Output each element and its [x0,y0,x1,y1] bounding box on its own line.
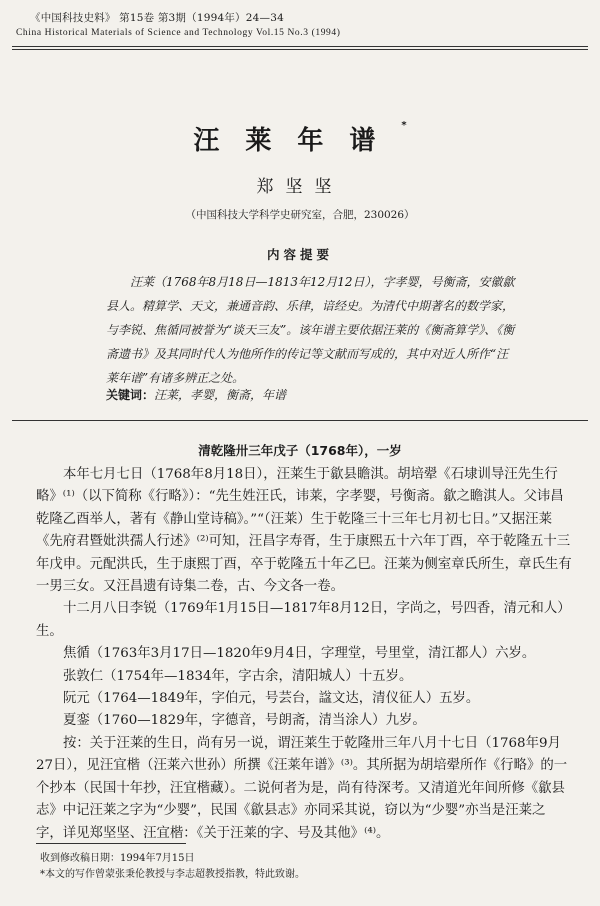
author: 郑坚坚 [256,177,344,197]
paper-title: 汪莱年谱* [193,120,407,156]
header-rule-top [12,46,588,47]
keywords-label: 关键词： [106,388,155,402]
contemporary-entry: 张敦仁（1754年—1834年，字古余，清阳城人）十五岁。 [63,668,413,684]
contemporary-entry: 焦循（1763年3月17日—1820年9月4日，字理堂，号里堂，清江都人）六岁。 [63,646,536,662]
keywords-text: 汪莱，孝婴，衡斋，年谱 [154,388,287,402]
section-divider [12,420,588,421]
header-rule-bottom [12,49,588,50]
journal-header-cn: 《中国科技史料》 第15卷 第3期（1994年）24—34 [30,12,284,24]
body-paragraph: 本年七月七日（1768年8月18日），汪莱生于歙县瞻淇。胡培翚《石埭训导汪先生行略》⁽¹⁾（以下简称《行略》）：“先生姓汪氏，讳莱，字孝婴，号衡斋。歙之瞻淇人。父讳昌乾隆乙酉举人，著有《静山堂诗稿》。”“（汪莱）生于乾隆三十三年七月初七日。”又据汪莱《先府君暨妣洪孺人行述》⁽²⁾可知，汪昌字寿胥，生于康熙五十六年丁酉，卒于乾隆五十三年戊申。元配洪氏，生于康熙丁酉，卒于乾隆五十年乙巳。汪莱为侧室章氏所生，章氏生有一男三女。又汪昌遗有诗集二卷，古、今文各一卷。 [36,467,572,595]
title-footnote-mark: * [401,120,407,131]
contemporary-entry: 夏銮（1760—1829年，字德音，号朗斋，清当涂人）九岁。 [63,713,426,729]
section-heading: 清乾隆卅三年戊子（1768年），一岁 [198,443,402,458]
note-paragraph: 按：关于汪莱的生日，尚有另一说，谓汪莱生于乾隆卅三年八月十七日（1768年9月27日），见汪宜楷（汪莱六世孙）所撰《汪莱年谱》⁽³⁾。其所据为胡培翚所作《行略》的一个抄本（民国十年抄，汪宜楷藏）。二说何者为是，尚有待深考。又清道光年间所修《歙县志》中记汪莱之字为“少婴”，民国《歙县志》亦同采其说，窃以为“少婴”亦当是汪莱之字，详见郑坚坚、汪宜楷：《关于汪莱的字、号及其他》⁽⁴⁾。 [36,735,568,841]
body-paragraph: 十二月八日李锐（1769年1月15日—1817年8月12日，字尚之，号四香，清元和人）生。 [36,601,571,639]
footnote-rule [36,843,186,844]
contemporary-entry: 阮元（1764—1849年，字伯元，号芸台，諡文达，清仪征人）五岁。 [63,691,480,707]
footnote-received: 收到修改稿日期：1994年7月15日 [40,853,195,864]
journal-header-en: China Historical Materials of Science and Technology Vol.15 No.3 (1994) [16,28,341,38]
footnote-acknowledgement: *本文的写作曾蒙张秉伦教授与李志超教授指教，特此致谢。 [40,869,305,880]
affiliation: （中国科技大学科学史研究室，合肥，230026） [185,209,415,221]
keywords [106,386,516,403]
abstract-text: 汪莱（1768年8月18日—1813年12月12日），字孝婴，号衡斋，安徽歙县人。精算学、天文，兼通音韵、乐律，谙经史。为清代中期著名的数学家，与李锐、焦循同被誉为“谈天三友”。该年谱主要依据汪莱的《衡斋算学》、《衡斋遗书》及其同时代人为他所作的传记等文献而写成的，其中对近人所作“汪莱年谱”有诸多辨正之处。 [106,275,515,385]
section-body [36,464,572,845]
abstract-heading: 内容提要 [266,247,333,262]
